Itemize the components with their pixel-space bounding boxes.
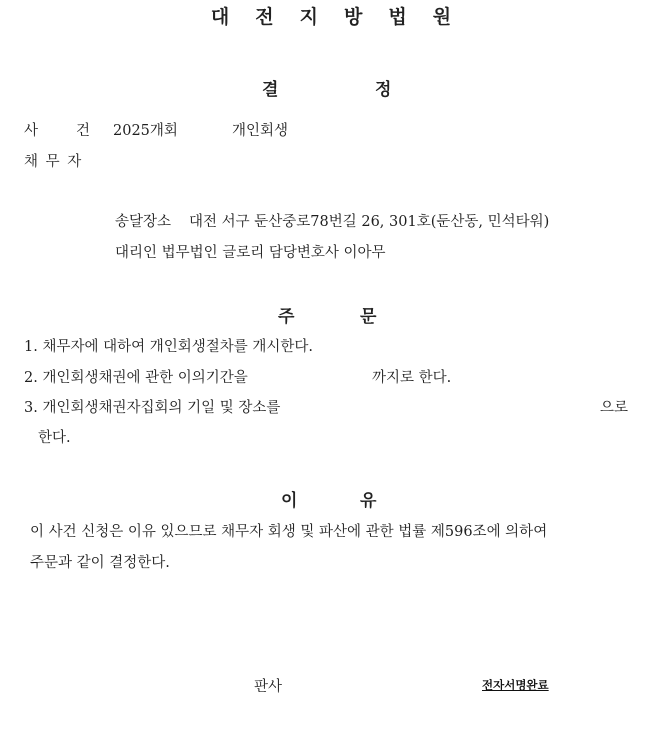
reason-heading-right: 유 <box>360 491 377 511</box>
order-item-1: 1. 채무자에 대하여 개인회생절차를 개시한다. <box>24 339 314 355</box>
court-char: 지 <box>299 6 318 28</box>
judge-label: 판사 <box>254 679 283 695</box>
case-label-a: 사 <box>24 123 39 139</box>
court-char: 대 <box>210 6 230 28</box>
service-address: 대전 서구 둔산중로78번길 26, 301호(둔산동, 민석타워) <box>189 214 550 230</box>
court-char: 방 <box>344 6 363 28</box>
order-item-3-cont: 한다. <box>38 430 71 446</box>
order-item-3-end: 으로 <box>600 400 629 416</box>
order-heading-left: 주 <box>278 307 295 327</box>
case-type: 개인회생 <box>232 123 289 139</box>
order-item-3-start: 3. 개인회생채권자집회의 기일 및 장소를 <box>24 400 281 416</box>
document-title-right: 정 <box>375 80 392 100</box>
reason-line-1: 이 사건 신청은 이유 있으므로 채무자 회생 및 파산에 관한 법률 제596조에 의하여 <box>30 524 548 540</box>
document-title-left: 결 <box>262 80 279 100</box>
order-item-2-start: 2. 개인회생채권에 관한 이의기간을 <box>24 370 248 386</box>
court-name <box>0 2 662 29</box>
order-heading-right: 문 <box>360 307 377 327</box>
court-char: 법 <box>388 6 407 28</box>
order-item-2-end: 까지로 한다. <box>372 370 452 386</box>
reason-line-2: 주문과 같이 결정한다. <box>30 555 170 571</box>
service-label: 송달장소 <box>115 214 172 230</box>
case-number: 2025개회 <box>113 123 178 139</box>
reason-heading-left: 이 <box>281 491 298 511</box>
court-char: 전 <box>255 6 274 28</box>
court-char: 원 <box>432 6 452 28</box>
case-label-b: 건 <box>76 123 91 139</box>
debtor-label: 채 무 자 <box>24 154 82 170</box>
e-signature-stamp: 전자서명완료 <box>482 678 549 692</box>
agent-line: 대리인 법무법인 글로리 담당변호사 이아무 <box>115 245 386 261</box>
